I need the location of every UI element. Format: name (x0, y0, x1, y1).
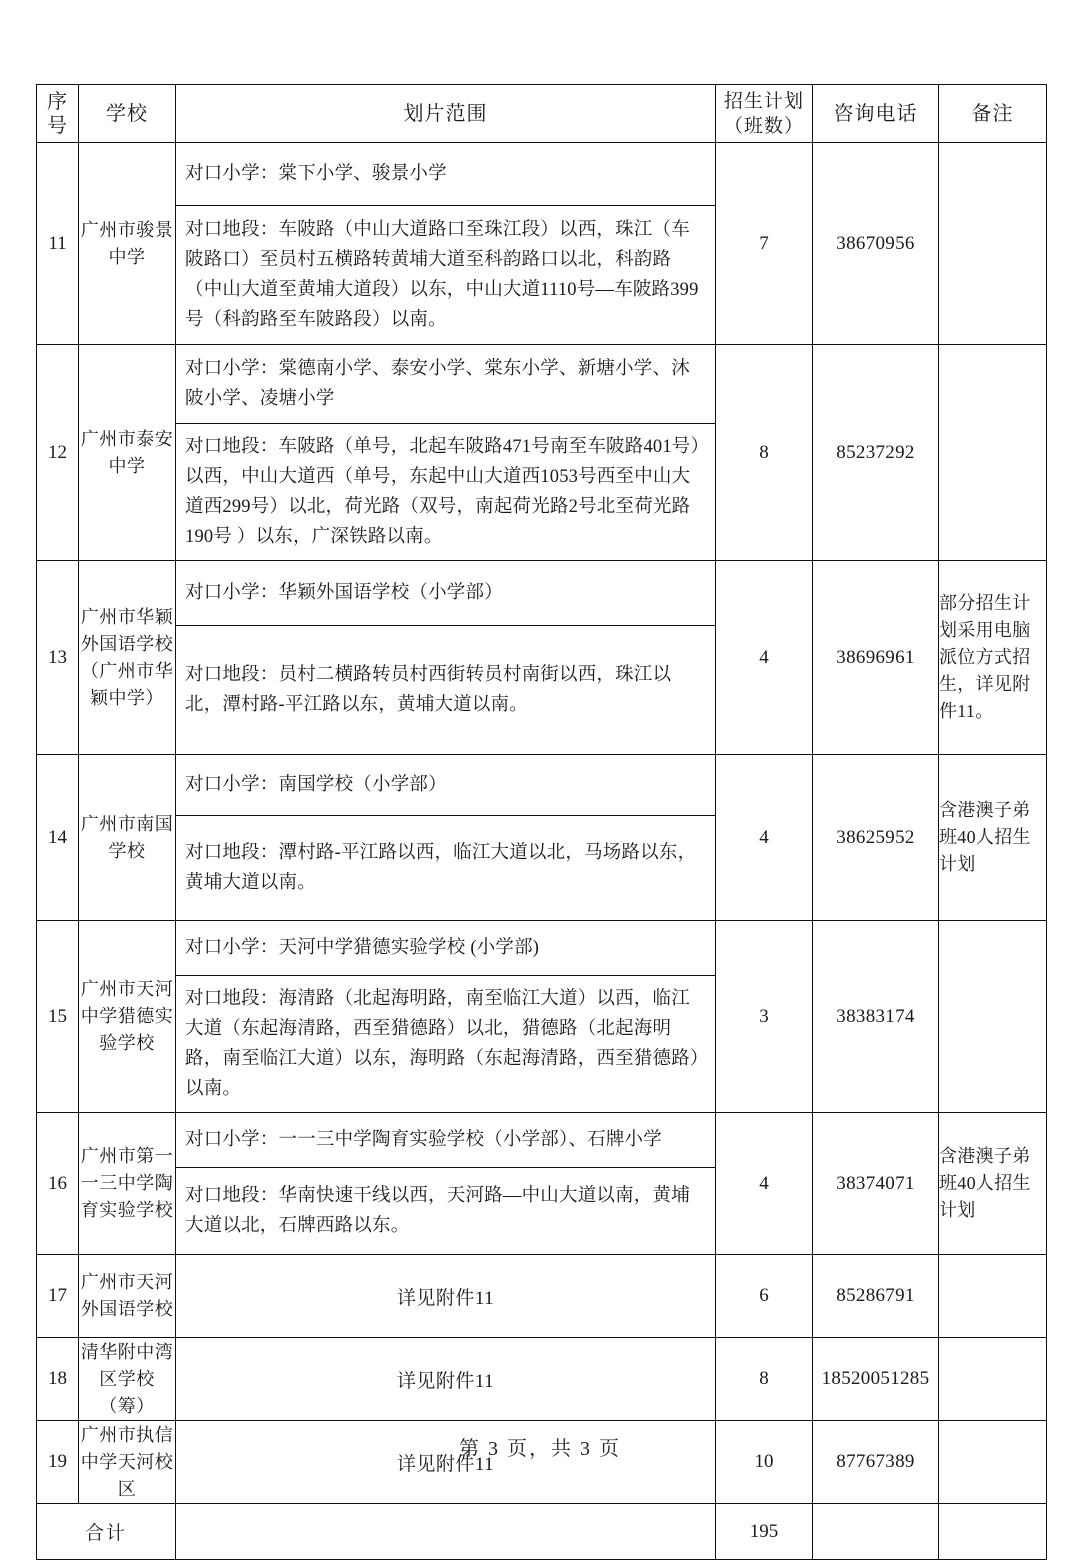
range-primary-school: 对口小学：一一三中学陶育实验学校（小学部）、石牌小学 (176, 1113, 715, 1168)
header-plan-line2: （班数） (723, 115, 804, 137)
header-range: 划片范围 (176, 85, 716, 143)
row-range (176, 921, 716, 1113)
header-plan-line1: 招生计划 (723, 90, 804, 112)
row-plan-count: 4 (716, 1113, 813, 1255)
range-section: 对口地段：华南快速干线以西，天河路—中山大道以南，黄埔大道以北，石牌西路以东。 (176, 1168, 715, 1255)
row-phone: 38670956 (813, 143, 939, 345)
row-school-name: 广州市华颖外国语学校（广州市华颖中学） (79, 561, 176, 755)
row-plan-count: 4 (716, 561, 813, 755)
total-phone (813, 1504, 939, 1560)
table-row (37, 1113, 1047, 1255)
row-plan-count: 3 (716, 921, 813, 1113)
range-primary-school: 对口小学：天河中学猎德实验学校 (小学部) (176, 921, 715, 976)
header-index-text: 序号 (47, 90, 68, 137)
row-index: 19 (37, 1421, 79, 1504)
header-school: 学校 (79, 85, 176, 143)
range-section: 对口地段：车陂路（单号，北起车陂路471号南至车陂路401号）以西，中山大道西（单号，东起中山大道西1053号西至中山大道西299号）以北，荷光路（双号，南起荷光路2号北至荷光路190号 ）以东，广深铁路以南。 (176, 424, 715, 561)
header-remark: 备注 (939, 85, 1047, 143)
table-row (37, 755, 1047, 921)
row-range (176, 1113, 716, 1255)
table-row (37, 1255, 1047, 1338)
row-plan-count: 8 (716, 1338, 813, 1421)
row-index: 17 (37, 1255, 79, 1338)
row-school-name: 广州市泰安中学 (79, 345, 176, 561)
page-footer: 第 3 页，共 3 页 (459, 1438, 621, 1460)
range-primary-school: 对口小学：棠德南小学、泰安小学、棠东小学、新塘小学、沐陂小学、凌塘小学 (176, 345, 715, 424)
table-row (37, 561, 1047, 755)
row-range (176, 345, 716, 561)
row-phone: 85237292 (813, 345, 939, 561)
table-row (37, 143, 1047, 345)
table-total-row (37, 1504, 1047, 1560)
row-remark (939, 345, 1047, 561)
row-plan-count: 6 (716, 1255, 813, 1338)
row-range: 详见附件11 (176, 1338, 716, 1421)
row-phone: 38696961 (813, 561, 939, 755)
total-range (176, 1504, 716, 1560)
row-phone: 38383174 (813, 921, 939, 1113)
range-primary-school: 对口小学：华颖外国语学校（小学部） (176, 561, 715, 626)
row-remark (939, 921, 1047, 1113)
table-row (37, 921, 1047, 1113)
row-range (176, 755, 716, 921)
total-remark (939, 1504, 1047, 1560)
row-index: 12 (37, 345, 79, 561)
row-remark (939, 1255, 1047, 1338)
row-index: 15 (37, 921, 79, 1113)
row-phone: 38625952 (813, 755, 939, 921)
row-plan-count: 8 (716, 345, 813, 561)
range-section: 对口地段：海清路（北起海明路，南至临江大道）以西，临江大道（东起海清路，西至猎德路）以北，猎德路（北起海明路，南至临江大道）以东，海明路（东起海清路，西至猎德路）以南。 (176, 976, 715, 1113)
row-range (176, 143, 716, 345)
row-school-name: 广州市骏景中学 (79, 143, 176, 345)
range-section: 对口地段：车陂路（中山大道路口至珠江段）以西，珠江（车陂路口）至员村五横路转黄埔大道至科韵路口以北，科韵路（中山大道至黄埔大道段）以东，中山大道1110号—车陂路399号（科韵路至车陂路段）以南。 (176, 206, 715, 345)
range-section: 对口地段：潭村路-平江路以西，临江大道以北，马场路以东，黄埔大道以南。 (176, 816, 715, 921)
row-plan-count: 10 (716, 1421, 813, 1504)
row-index: 14 (37, 755, 79, 921)
row-phone: 85286791 (813, 1255, 939, 1338)
row-school-name: 广州市天河外国语学校 (79, 1255, 176, 1338)
row-range: 详见附件11 (176, 1255, 716, 1338)
row-school-name: 广州市天河中学猎德实验学校 (79, 921, 176, 1113)
row-remark: 部分招生计划采用电脑派位方式招生，详见附件11。 (939, 561, 1047, 755)
range-primary-school: 对口小学：南国学校（小学部） (176, 755, 715, 816)
table-header-row (37, 85, 1047, 143)
row-school-name: 广州市第一一三中学陶育实验学校 (79, 1113, 176, 1255)
row-index: 11 (37, 143, 79, 345)
header-phone: 咨询电话 (813, 85, 939, 143)
range-primary-school: 对口小学：棠下小学、骏景小学 (176, 143, 715, 206)
school-enrollment-table (36, 84, 1047, 1560)
header-plan (716, 85, 813, 143)
row-school-name: 广州市执信中学天河校区 (79, 1421, 176, 1504)
table-row (37, 345, 1047, 561)
row-phone: 38374071 (813, 1113, 939, 1255)
row-index: 16 (37, 1113, 79, 1255)
row-remark (939, 143, 1047, 345)
row-plan-count: 7 (716, 143, 813, 345)
row-phone: 18520051285 (813, 1338, 939, 1421)
table-row (37, 1338, 1047, 1421)
row-school-name: 广州市南国学校 (79, 755, 176, 921)
row-index: 18 (37, 1338, 79, 1421)
total-plan-count: 195 (716, 1504, 813, 1560)
row-plan-count: 4 (716, 755, 813, 921)
range-section: 对口地段：员村二横路转员村西街转员村南街以西，珠江以北，潭村路-平江路以东，黄埔大道以南。 (176, 626, 715, 755)
row-phone: 87767389 (813, 1421, 939, 1504)
row-index: 13 (37, 561, 79, 755)
row-remark (939, 1338, 1047, 1421)
header-index (37, 85, 79, 143)
total-label: 合计 (37, 1504, 176, 1560)
row-remark: 含港澳子弟班40人招生计划 (939, 755, 1047, 921)
row-school-name: 清华附中湾区学校（筹） (79, 1338, 176, 1421)
row-range: 详见附件11 (176, 1421, 716, 1504)
row-range (176, 561, 716, 755)
row-remark: 含港澳子弟班40人招生计划 (939, 1113, 1047, 1255)
